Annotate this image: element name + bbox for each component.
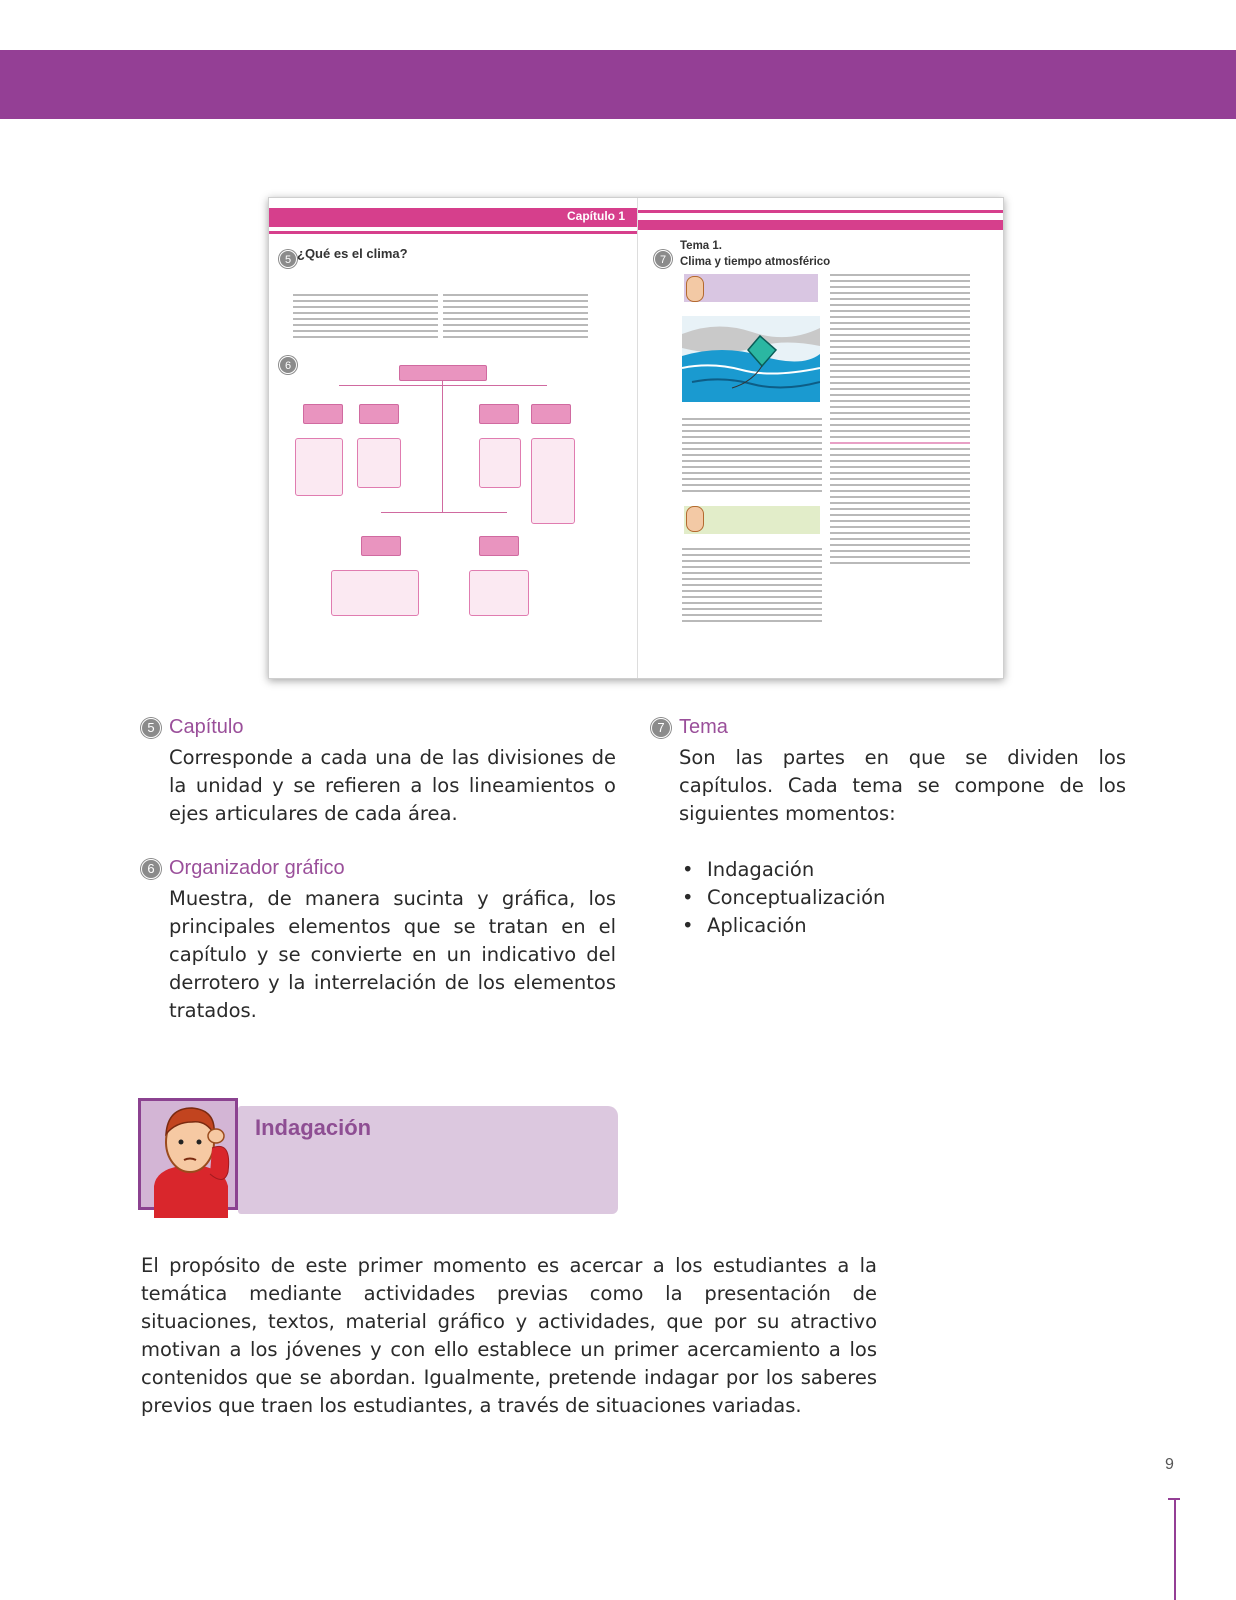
list-item: • Conceptualización: [679, 884, 885, 912]
spread-text-block: [830, 274, 970, 568]
page-edge-line: [1174, 1498, 1176, 1600]
spread-text-block: [443, 294, 588, 342]
chapter-rule: [638, 210, 1004, 213]
marker-6: 6: [279, 356, 297, 374]
indagacion-title: Indagación: [255, 1115, 372, 1140]
spread-left-page: [269, 198, 637, 679]
spread-text-block: [682, 418, 822, 496]
item-title: Tema: [679, 716, 728, 738]
map-root-node: [399, 365, 487, 381]
map-connector: [339, 385, 547, 386]
mini-indagacion-banner: [684, 274, 818, 302]
item-title: Organizador gráfico: [169, 857, 345, 879]
mini-conceptualizacion-banner: [684, 506, 820, 534]
map-node: [531, 404, 571, 424]
map-list-box: [295, 438, 343, 496]
marker-5: 5: [279, 250, 297, 268]
chapter-label: Capítulo 1: [566, 209, 625, 223]
chapter-band-right: [638, 220, 1004, 230]
page-number: 9: [1165, 1456, 1174, 1473]
list-item: • Aplicación: [679, 912, 885, 940]
item-body: Corresponde a cada una de las divisiones de la unidad y se refieren a los lineamientos o ejes articulares de cada área.: [169, 746, 616, 825]
spread-text-block: [293, 294, 438, 342]
spread-text-block: [682, 548, 822, 626]
map-list-box: [357, 438, 401, 488]
spread-right-title-2: Clima y tiempo atmosférico: [680, 256, 831, 268]
spread-left-title: ¿Qué es el clima?: [297, 246, 408, 261]
spread-right-page: [637, 198, 1004, 679]
item-body: Muestra, de manera sucinta y gráfica, los principales elementos que se tratan en el capítulo y se convierte en un indicativo del derrotero y la interrelación de los elementos tratados.: [169, 887, 616, 1022]
map-list-box: [479, 438, 521, 488]
map-connector: [442, 381, 443, 513]
item-organizador-grafico: [141, 857, 621, 1022]
item-number-badge: 7: [651, 718, 671, 738]
map-list-box: [531, 438, 575, 524]
item-tema: [651, 716, 1131, 825]
spread-right-title-1: Tema 1.: [680, 240, 722, 252]
map-list-box: [469, 570, 529, 616]
chapter-rule: [269, 231, 637, 234]
list-item: • Indagación: [679, 856, 885, 884]
marker-7: 7: [654, 250, 672, 268]
item-title: Capítulo: [169, 716, 244, 738]
map-node: [479, 404, 519, 424]
chapter-band: [269, 208, 637, 227]
book-spread-image: [268, 197, 1004, 679]
kite-illustration: [682, 316, 820, 402]
indagacion-paragraph: El propósito de este primer momento es acercar a los estudiantes a la temática mediante actividades previas como la presentación de situaciones, textos, material gráfico y actividades, que por su atractivo motivan a los jóvenes y con ello establece un primer acercamiento a los contenidos que se abordan. Igualmente, pretende indagar por los saberes previos que traen los estudiantes, a través de situaciones variadas.: [141, 1254, 877, 1417]
item-capitulo: [141, 716, 621, 825]
mini-girl-icon: [686, 506, 704, 532]
map-node: [361, 536, 401, 556]
item-number-badge: 6: [141, 859, 161, 879]
map-list-box: [331, 570, 419, 616]
map-node: [303, 404, 343, 424]
moments-list: [679, 856, 885, 940]
item-number-badge: 5: [141, 718, 161, 738]
map-node: [359, 404, 399, 424]
mini-boy-icon: [686, 276, 704, 302]
thinking-boy-icon: [140, 1096, 240, 1218]
item-body: Son las partes en que se dividen los capítulos. Cada tema se compone de los siguientes momentos:: [679, 746, 1126, 825]
map-connector: [381, 512, 507, 513]
header-band: [0, 50, 1236, 119]
map-node: [479, 536, 519, 556]
